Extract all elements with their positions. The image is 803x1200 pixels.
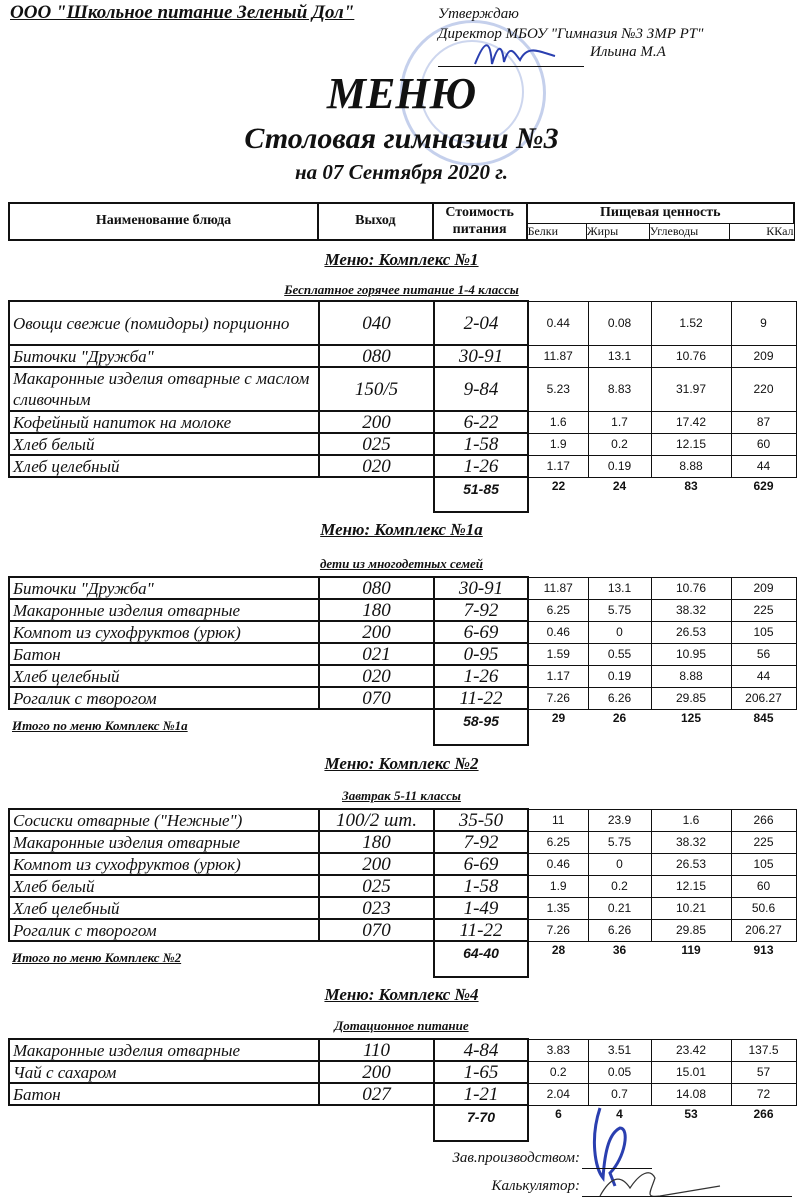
dish-name: Сосиски отварные ("Нежные") [9, 809, 319, 831]
dish-carbs: 31.97 [651, 367, 731, 411]
dish-name: Хлеб целебный [9, 455, 319, 477]
dish-name: Биточки "Дружба" [9, 345, 319, 367]
total-fat: 24 [612, 478, 627, 493]
total-kcal: 266 [753, 1106, 774, 1121]
dish-output: 040 [319, 301, 434, 345]
dish-protein: 1.9 [528, 433, 588, 455]
dish-cost: 4-84 [434, 1039, 528, 1061]
dish-cost: 1-65 [434, 1061, 528, 1083]
section-subtitle: Завтрак 5-11 классы [342, 788, 461, 803]
total-kcal: 913 [753, 942, 774, 957]
menu-table [8, 1038, 797, 1142]
dish-kcal: 56 [731, 643, 796, 665]
section-subtitle: Дотационное питание [334, 1018, 469, 1033]
dish-kcal: 44 [731, 455, 796, 477]
dish-cost: 7-92 [434, 599, 528, 621]
dish-protein: 0.46 [528, 853, 588, 875]
column-carbs-header: Углеводы [649, 223, 729, 240]
dish-kcal: 87 [731, 411, 796, 433]
table-row [9, 853, 796, 875]
table-row [9, 367, 796, 411]
dish-protein: 1.59 [528, 643, 588, 665]
dish-cost: 1-58 [434, 875, 528, 897]
dish-protein: 0.46 [528, 621, 588, 643]
total-kcal: 629 [753, 478, 774, 493]
total-cost: 7-70 [434, 1105, 528, 1141]
dish-kcal: 220 [731, 367, 796, 411]
dish-protein: 0.44 [528, 301, 588, 345]
dish-carbs: 8.88 [651, 665, 731, 687]
dish-protein: 2.04 [528, 1083, 588, 1105]
dish-name: Макаронные изделия отварные с маслом сливочным [9, 367, 319, 411]
dish-name: Кофейный напиток на молоке [9, 411, 319, 433]
dish-protein: 5.23 [528, 367, 588, 411]
dish-kcal: 209 [731, 345, 796, 367]
dish-kcal: 225 [731, 599, 796, 621]
dish-name: Биточки "Дружба" [9, 577, 319, 599]
dish-output: 070 [319, 687, 434, 709]
dish-kcal: 57 [731, 1061, 796, 1083]
dish-kcal: 225 [731, 831, 796, 853]
menu-date: на 07 Сентября 2020 г. [295, 160, 508, 184]
calculator-signature-line [582, 1196, 792, 1197]
total-cost: 64-40 [434, 941, 528, 977]
dish-fat: 13.1 [588, 345, 651, 367]
dish-output: 020 [319, 665, 434, 687]
dish-protein: 7.26 [528, 687, 588, 709]
table-row [9, 433, 796, 455]
table-row [9, 621, 796, 643]
dish-fat: 0.2 [588, 875, 651, 897]
dish-name: Макаронные изделия отварные [9, 599, 319, 621]
dish-fat: 0.08 [588, 301, 651, 345]
column-name-header: Наименование блюда [9, 203, 318, 240]
dish-output: 200 [319, 853, 434, 875]
organization-name: ООО "Школьное питание Зеленый Дол" [10, 2, 355, 23]
total-kcal: 845 [753, 710, 774, 725]
dish-name: Макаронные изделия отварные [9, 831, 319, 853]
total-label [9, 477, 434, 512]
dish-fat: 3.51 [588, 1039, 651, 1061]
dish-protein: 1.17 [528, 665, 588, 687]
dish-cost: 1-49 [434, 897, 528, 919]
dish-protein: 1.9 [528, 875, 588, 897]
dish-protein: 1.17 [528, 455, 588, 477]
total-carbs: 83 [684, 478, 698, 493]
dish-output: 021 [319, 643, 434, 665]
approve-label: Утверждаю [438, 6, 519, 22]
dish-name: Компот из сухофруктов (урюк) [9, 621, 319, 643]
dish-carbs: 14.08 [651, 1083, 731, 1105]
menu-table [8, 808, 797, 978]
dish-kcal: 60 [731, 875, 796, 897]
dish-kcal: 72 [731, 1083, 796, 1105]
dish-output: 200 [319, 411, 434, 433]
section-title: Меню: Комплекс №4 [324, 985, 479, 1004]
dish-kcal: 206.27 [731, 919, 796, 941]
dish-name: Хлеб белый [9, 433, 319, 455]
dish-output: 027 [319, 1083, 434, 1105]
table-row [9, 831, 796, 853]
dish-name: Чай с сахаром [9, 1061, 319, 1083]
dish-kcal: 206.27 [731, 687, 796, 709]
dish-output: 150/5 [319, 367, 434, 411]
dish-cost: 2-04 [434, 301, 528, 345]
dish-protein: 1.6 [528, 411, 588, 433]
dish-carbs: 1.6 [651, 809, 731, 831]
dish-carbs: 26.53 [651, 853, 731, 875]
column-nutrition-header: Пищевая ценность [527, 203, 794, 223]
dish-protein: 3.83 [528, 1039, 588, 1061]
table-row [9, 643, 796, 665]
total-row [9, 1105, 796, 1141]
dish-carbs: 26.53 [651, 621, 731, 643]
dish-carbs: 29.85 [651, 687, 731, 709]
table-row [9, 1039, 796, 1061]
dish-fat: 23.9 [588, 809, 651, 831]
dish-name: Хлеб целебный [9, 665, 319, 687]
dish-carbs: 12.15 [651, 875, 731, 897]
table-row [9, 1061, 796, 1083]
dish-fat: 0.2 [588, 433, 651, 455]
dish-fat: 0.05 [588, 1061, 651, 1083]
dish-kcal: 44 [731, 665, 796, 687]
dish-fat: 0 [588, 621, 651, 643]
total-protein: 29 [551, 710, 566, 725]
column-output-header: Выход [318, 203, 433, 240]
total-cost: 51-85 [434, 477, 528, 512]
dish-fat: 0.7 [588, 1083, 651, 1105]
dish-kcal: 9 [731, 301, 796, 345]
dish-fat: 5.75 [588, 831, 651, 853]
table-row [9, 809, 796, 831]
section-title: Меню: Комплекс №1 [324, 250, 479, 269]
dish-protein: 11 [528, 809, 588, 831]
dish-cost: 1-21 [434, 1083, 528, 1105]
dish-protein: 7.26 [528, 919, 588, 941]
menu-table [8, 300, 797, 513]
total-label [9, 1105, 434, 1141]
dish-carbs: 8.88 [651, 455, 731, 477]
dish-carbs: 10.76 [651, 577, 731, 599]
dish-carbs: 23.42 [651, 1039, 731, 1061]
column-kcal-header: ККал [729, 223, 794, 240]
dish-carbs: 10.95 [651, 643, 731, 665]
dish-fat: 1.7 [588, 411, 651, 433]
table-row [9, 599, 796, 621]
section-title: Меню: Комплекс №2 [324, 754, 479, 773]
dish-output: 025 [319, 433, 434, 455]
dish-fat: 0.21 [588, 897, 651, 919]
column-protein-header: Белки [527, 223, 587, 240]
dish-cost: 30-91 [434, 345, 528, 367]
table-row [9, 897, 796, 919]
total-carbs: 119 [681, 942, 701, 957]
dish-name: Батон [9, 643, 319, 665]
table-row [9, 665, 796, 687]
dish-protein: 1.35 [528, 897, 588, 919]
dish-name: Хлеб белый [9, 875, 319, 897]
dish-fat: 6.26 [588, 919, 651, 941]
total-protein: 28 [551, 942, 566, 957]
total-fat: 26 [612, 710, 627, 725]
dish-output: 020 [319, 455, 434, 477]
table-row [9, 345, 796, 367]
dish-fat: 13.1 [588, 577, 651, 599]
table-row [9, 301, 796, 345]
table-header [8, 202, 795, 241]
dish-cost: 1-26 [434, 665, 528, 687]
dish-protein: 11.87 [528, 577, 588, 599]
dish-protein: 6.25 [528, 831, 588, 853]
dish-cost: 9-84 [434, 367, 528, 411]
dish-cost: 30-91 [434, 577, 528, 599]
dish-name: Хлеб целебный [9, 897, 319, 919]
approver-position: Директор МБОУ "Гимназия №3 ЗМР РТ" [438, 26, 704, 42]
dish-name: Рогалик с творогом [9, 919, 319, 941]
dish-name: Макаронные изделия отварные [9, 1039, 319, 1061]
total-carbs: 125 [680, 710, 702, 725]
table-row [9, 687, 796, 709]
dish-fat: 0.55 [588, 643, 651, 665]
dish-fat: 0 [588, 853, 651, 875]
dish-output: 180 [319, 831, 434, 853]
table-row [9, 1083, 796, 1105]
dish-cost: 7-92 [434, 831, 528, 853]
table-row [9, 455, 796, 477]
approver-name: Ильина М.А [590, 44, 666, 60]
dish-name: Компот из сухофруктов (урюк) [9, 853, 319, 875]
total-fat: 4 [616, 1106, 623, 1121]
total-protein: 22 [551, 478, 566, 493]
dish-output: 023 [319, 897, 434, 919]
dish-fat: 5.75 [588, 599, 651, 621]
section-subtitle: Бесплатное горячее питание 1-4 классы [284, 282, 519, 297]
dish-carbs: 10.21 [651, 897, 731, 919]
dish-kcal: 105 [731, 621, 796, 643]
dish-cost: 6-22 [434, 411, 528, 433]
dish-fat: 0.19 [588, 665, 651, 687]
dish-output: 180 [319, 599, 434, 621]
dish-carbs: 12.15 [651, 433, 731, 455]
section-subtitle: дети из многодетных семей [319, 556, 484, 571]
total-protein: 6 [555, 1106, 562, 1121]
dish-cost: 0-95 [434, 643, 528, 665]
dish-carbs: 17.42 [651, 411, 731, 433]
dish-kcal: 50.6 [731, 897, 796, 919]
dish-carbs: 1.52 [651, 301, 731, 345]
dish-output: 110 [319, 1039, 434, 1061]
dish-kcal: 209 [731, 577, 796, 599]
page-title: МЕНЮ [326, 69, 477, 118]
dish-cost: 11-22 [434, 687, 528, 709]
dish-output: 200 [319, 621, 434, 643]
total-row [9, 709, 796, 745]
dish-cost: 1-58 [434, 433, 528, 455]
dish-cost: 35-50 [434, 809, 528, 831]
dish-kcal: 266 [731, 809, 796, 831]
total-carbs: 53 [684, 1106, 698, 1121]
dish-protein: 0.2 [528, 1061, 588, 1083]
dish-cost: 6-69 [434, 853, 528, 875]
calculator-label: Калькулятор: [491, 1178, 580, 1194]
dish-kcal: 137.5 [731, 1039, 796, 1061]
table-row [9, 919, 796, 941]
dish-protein: 11.87 [528, 345, 588, 367]
total-label: Итого по меню Комплекс №2 [12, 950, 182, 965]
table-row [9, 411, 796, 433]
production-head-label: Зав.производством: [452, 1150, 580, 1166]
dish-carbs: 38.32 [651, 831, 731, 853]
table-row [9, 577, 796, 599]
total-fat: 36 [612, 942, 627, 957]
dish-carbs: 15.01 [651, 1061, 731, 1083]
section-title: Меню: Комплекс №1а [320, 520, 483, 539]
dish-output: 025 [319, 875, 434, 897]
dish-kcal: 105 [731, 853, 796, 875]
column-fat-header: Жиры [586, 223, 649, 240]
dish-output: 080 [319, 577, 434, 599]
total-row [9, 477, 796, 512]
director-signature-line [438, 66, 584, 67]
column-cost-header: Стоимость питания [433, 203, 527, 240]
dish-cost: 6-69 [434, 621, 528, 643]
dish-cost: 1-26 [434, 455, 528, 477]
dish-carbs: 38.32 [651, 599, 731, 621]
total-label: Итого по меню Комплекс №1а [12, 718, 188, 733]
dish-fat: 8.83 [588, 367, 651, 411]
dish-output: 070 [319, 919, 434, 941]
dish-kcal: 60 [731, 433, 796, 455]
dish-name: Овощи свежие (помидоры) порционно [9, 301, 319, 345]
total-cost: 58-95 [434, 709, 528, 745]
dish-fat: 6.26 [588, 687, 651, 709]
dish-output: 080 [319, 345, 434, 367]
dish-protein: 6.25 [528, 599, 588, 621]
dish-cost: 11-22 [434, 919, 528, 941]
menu-table [8, 576, 797, 746]
dish-output: 200 [319, 1061, 434, 1083]
page-subtitle: Столовая гимназии №3 [244, 122, 559, 155]
dish-output: 100/2 шт. [319, 809, 434, 831]
table-row [9, 875, 796, 897]
dish-fat: 0.19 [588, 455, 651, 477]
dish-name: Рогалик с творогом [9, 687, 319, 709]
dish-name: Батон [9, 1083, 319, 1105]
total-row [9, 941, 796, 977]
dish-carbs: 10.76 [651, 345, 731, 367]
dish-carbs: 29.85 [651, 919, 731, 941]
